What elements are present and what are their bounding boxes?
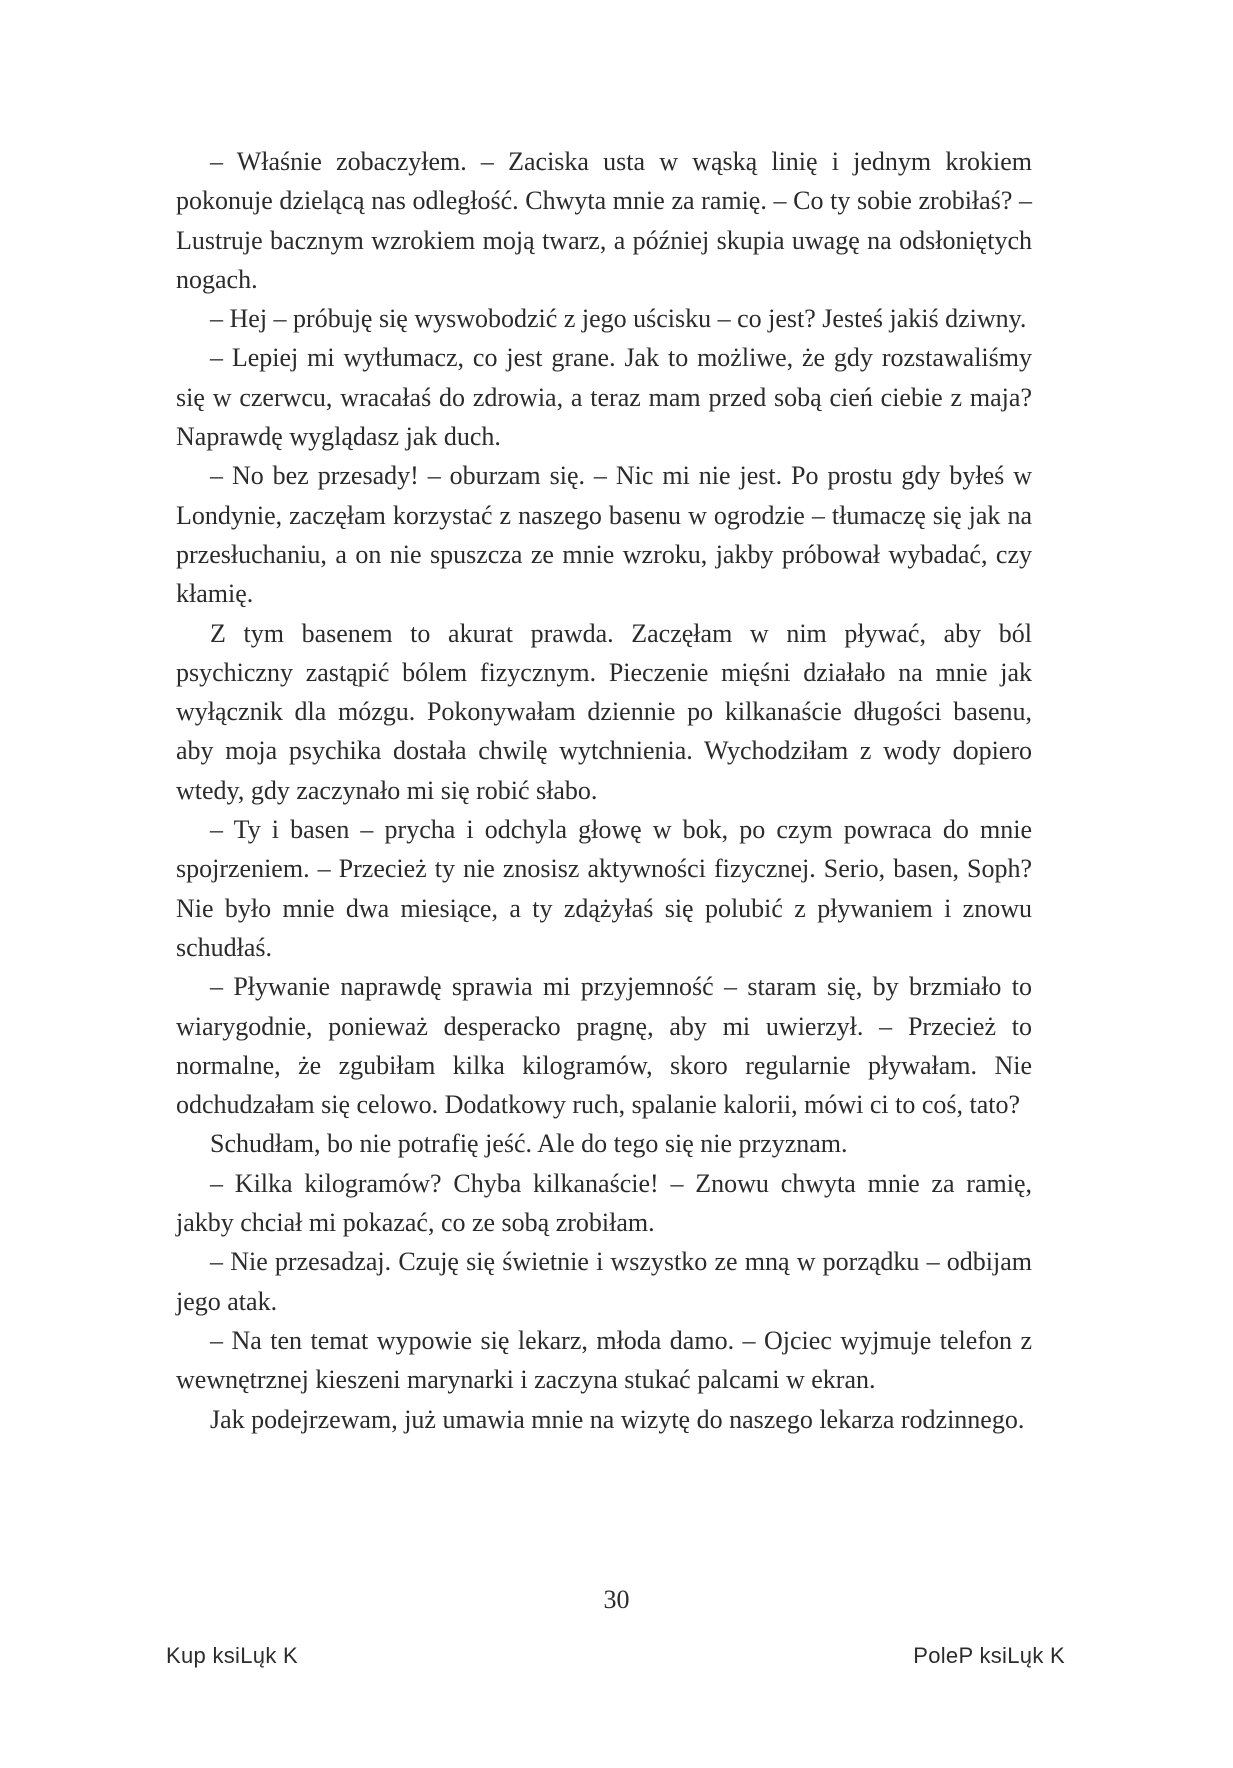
paragraph: – Pływanie naprawdę sprawia mi przyjemność – staram się, by brzmiało to wiarygodnie, ponieważ desperacko pragnę, aby mi uwierzył. – Przecież to normalne, że zgubiłam kilka kilogramów, skoro regularnie pływałam. Nie odchudzałam się celowo. Dodatkowy ruch, spalanie kalorii, mówi ci to coś, tato? (176, 972, 1032, 1120)
paragraph: – Właśnie zobaczyłem. – Zaciska usta w wąską linię i jednym krokiem pokonuje dzielącą nas odległość. Chwyta mnie za ramię. – Co ty sobie zrobiłaś? – Lustruje bacznym wzrokiem moją twarz, a później skupia uwagę na odsłoniętych nogach. (176, 147, 1032, 294)
body-text (176, 142, 1032, 1439)
paragraph: – No bez przesady! – oburzam się. – Nic mi nie jest. Po prostu gdy byłeś w Londynie, zaczęłam korzystać z naszego basenu w ogrodzie – tłumaczę się jak na przesłuchaniu, a on nie spuszcza ze mnie wzroku, jakby próbował wybadać, czy kłamię. (176, 461, 1032, 609)
footer-recommend-link[interactable]: PoleP ksiLųk K (913, 1643, 1065, 1668)
footer-buy-link[interactable]: Kup ksiLųk K (166, 1643, 299, 1668)
paragraph: – Ty i basen – prycha i odchyla głowę w bok, po czym powraca do mnie spojrzeniem. – Przecież ty nie znosisz aktywności fizycznej. Serio, basen, Soph? Nie było mnie dwa miesiące, a ty zdążyłaś się polubić z pływaniem i znowu schudłaś. (176, 815, 1032, 962)
paragraph: – Lepiej mi wytłumacz, co jest grane. Jak to możliwe, że gdy rozstawaliśmy się w czerwcu, wracałaś do zdrowia, a teraz mam przed sobą cień ciebie z maja? Naprawdę wyglądasz jak duch. (176, 343, 1032, 452)
paragraph: Z tym basenem to akurat prawda. Zaczęłam w nim pływać, aby ból psychiczny zastąpić bólem fizycznym. Pieczenie mięśni działało na mnie jak wyłącznik dla mózgu. Pokonywałam dziennie po kilkanaście długości basenu, aby moja psychika dostała chwilę wytchnienia. Wychodziłam z wody dopiero wtedy, gdy zaczynało mi się robić słabo. (176, 618, 1032, 805)
paragraph: – Hej – próbuję się wyswobodzić z jego uścisku – co jest? Jesteś jakiś dziwny. (210, 304, 1027, 334)
paragraph: – Kilka kilogramów? Chyba kilkanaście! – Znowu chwyta mnie za ramię, jakby chciał mi pokazać, co ze sobą zrobiłam. (176, 1168, 1032, 1238)
paragraph: – Na ten temat wypowie się lekarz, młoda damo. – Ojciec wyjmuje telefon z wewnętrznej kieszeni marynarki i zaczyna stukać palcami w ekran. (176, 1325, 1032, 1395)
paragraph: Schudłam, bo nie potrafię jeść. Ale do tego się nie przyznam. (210, 1129, 848, 1159)
paragraph: – Nie przesadzaj. Czuję się świetnie i wszystko ze mną w porządku – odbijam jego atak. (176, 1247, 1032, 1316)
page-number: 30 (603, 1585, 630, 1614)
paragraph: Jak podejrzewam, już umawia mnie na wizytę do naszego lekarza rodzinnego. (210, 1404, 1025, 1434)
